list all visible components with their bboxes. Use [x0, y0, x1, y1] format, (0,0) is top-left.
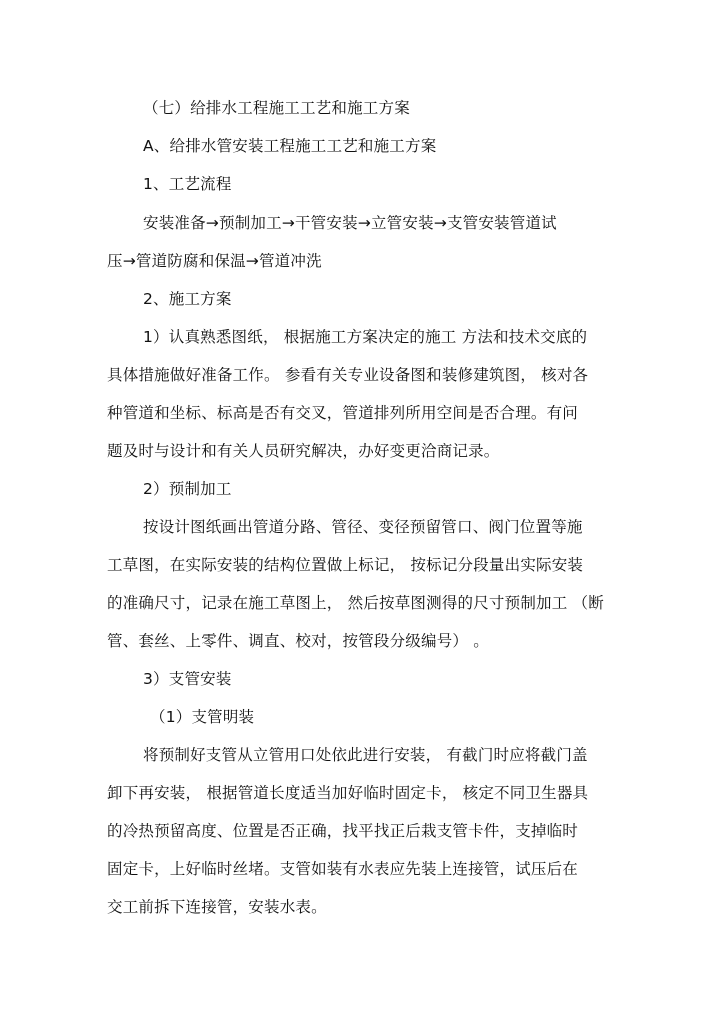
paragraph3-sub-heading: （1）支管明装 [150, 708, 255, 726]
paragraph2-line-1: 按设计图纸画出管道分路、管径、变径预留管口、阀门位置等施 [143, 518, 583, 536]
paragraph1-line-4: 题及时与设计和有关人员研究解决，办好变更洽商记录。 [107, 442, 500, 460]
paragraph2-line-4: 管、套丝、上零件、调直、校对，按管段分级编号） 。 [107, 632, 489, 650]
section-title: （七）给排水工程施工工艺和施工方案 [143, 99, 410, 117]
paragraph1-line-3: 种管道和坐标、标高是否有交叉，管道排列所用空间是否合理。有问 [107, 404, 579, 422]
process-line-1: 安装准备→预制加工→干管安装→立管安装→支管安装管道试 [143, 214, 557, 232]
paragraph3-line-1: 将预制好支管从立管用口处依此进行安装， 有截门时应将截门盖 [143, 746, 588, 764]
paragraph3-line-2: 卸下再安装， 根据管道长度适当加好临时固定卡， 核定不同卫生器具 [107, 784, 589, 802]
item2-heading: 2、施工方案 [143, 290, 232, 308]
paragraph3-heading: 3）支管安装 [143, 670, 232, 688]
paragraph3-line-4: 固定卡，上好临时丝堵。支管如装有水表应先装上连接管，试压后在 [107, 860, 579, 878]
paragraph1-line-1: 1）认真熟悉图纸， 根据施工方案决定的施工 方法和技术交底的 [143, 328, 588, 346]
paragraph2-line-2: 工草图，在实际安装的结构位置做上标记， 按标记分段量出实际安装 [107, 556, 584, 574]
process-line-2: 压→管道防腐和保温→管道冲洗 [107, 252, 322, 270]
paragraph3-line-5: 交工前拆下连接管，安装水表。 [107, 898, 327, 916]
paragraph1-line-2: 具体措施做好准备工作。 参看有关专业设备图和装修建筑图， 核对各 [107, 366, 589, 384]
paragraph3-line-3: 的冷热预留高度、位置是否正确，找平找正后栽支管卡件，支掉临时 [107, 822, 579, 840]
item1-heading: 1、工艺流程 [143, 175, 232, 193]
paragraph2-line-3: 的准确尺寸，记录在施工草图上， 然后按草图测得的尺寸预制加工 （断 [107, 594, 604, 612]
subsection-a-heading: A、给排水管安装工程施工工艺和施工方案 [143, 137, 437, 155]
paragraph2-heading: 2）预制加工 [143, 480, 232, 498]
